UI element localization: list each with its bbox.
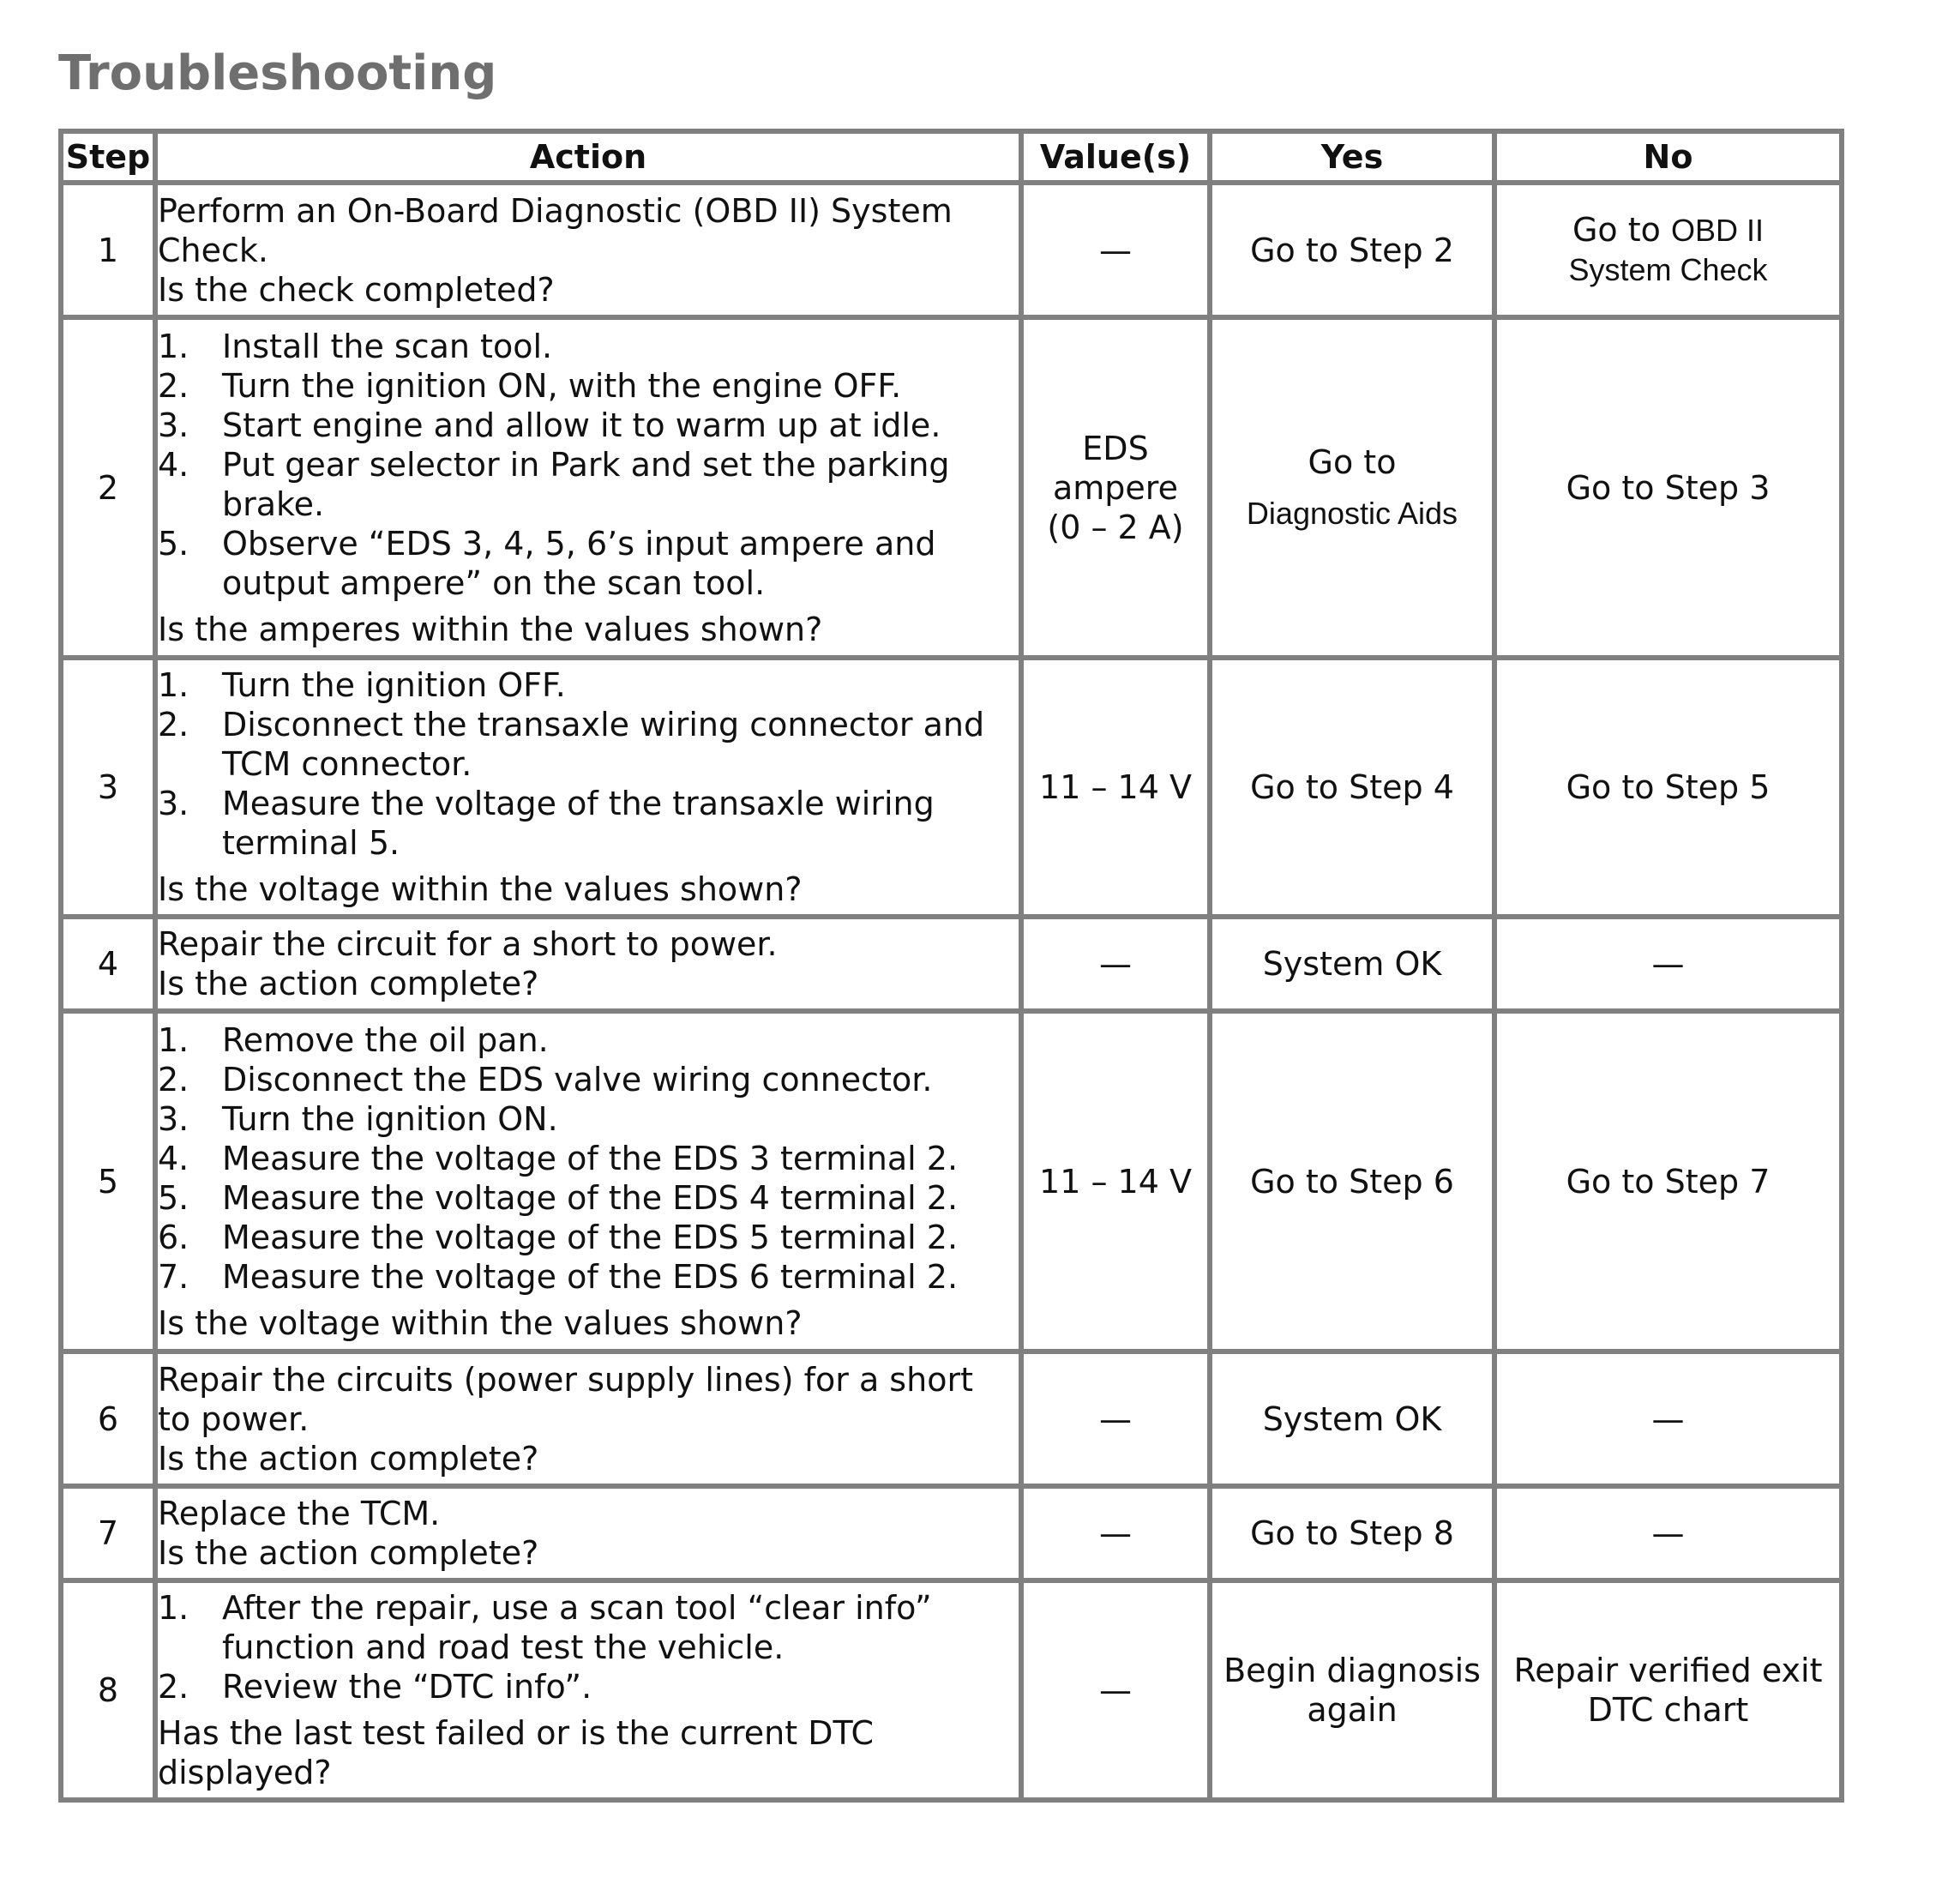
table-row [61, 658, 1842, 917]
action-cell [155, 1486, 1021, 1580]
page-title: Troubleshooting [58, 45, 497, 101]
header-yes: Yes [1210, 131, 1494, 183]
no-cell: Go to Step 5 [1494, 658, 1842, 917]
yes-cell: System OK [1210, 917, 1494, 1011]
list-item: 4. Measure the voltage of the EDS 3 terminal 2. [158, 1139, 959, 1177]
header-step: Step [61, 131, 155, 183]
diagnostic-aids-link[interactable]: Diagnostic Aids [1246, 495, 1458, 531]
action-cell [155, 1011, 1021, 1351]
troubleshooting-table [58, 129, 1844, 1803]
table-row [61, 1486, 1842, 1580]
value-cell: 11 – 14 V [1021, 658, 1210, 917]
list-item: 1. Remove the oil pan. [158, 1020, 549, 1059]
action-text: Check. [158, 231, 268, 269]
value-cell: — [1021, 1351, 1210, 1486]
list-item: 1. After the repair, use a scan tool “clear info” function and road test the vehicle. [158, 1589, 932, 1666]
action-list [158, 665, 1019, 863]
header-no: No [1494, 131, 1842, 183]
table-row [61, 1011, 1842, 1351]
step-number: 7 [61, 1486, 155, 1580]
yes-cell: Go to Step 8 [1210, 1486, 1494, 1580]
no-cell: Repair verified exit DTC chart [1494, 1580, 1842, 1800]
header-action: Action [155, 131, 1021, 183]
list-item: 5. Observe “EDS 3, 4, 5, 6’s input ampere and output ampere” on the scan tool. [158, 524, 936, 602]
list-item: 3. Start engine and allow it to warm up at idle. [158, 406, 941, 444]
value-cell: 11 – 14 V [1021, 1011, 1210, 1351]
yes-prefix: Go to [1308, 442, 1397, 481]
no-cell: Go to Step 3 [1494, 317, 1842, 658]
action-text: Replace the TCM. [158, 1495, 441, 1532]
list-item: 2. Turn the ignition ON, with the engine OFF. [158, 366, 902, 405]
list-item: 3. Turn the ignition ON. [158, 1099, 558, 1138]
list-item: 3. Measure the voltage of the transaxle wiring terminal 5. [158, 785, 935, 862]
value-cell: — [1021, 1580, 1210, 1800]
value-cell: — [1021, 917, 1210, 1011]
action-question: Is the voltage within the values shown? [158, 1303, 803, 1342]
no-cell: Go to Step 7 [1494, 1011, 1842, 1351]
action-text: to power. [158, 1399, 310, 1438]
list-item: 1. Turn the ignition OFF. [158, 666, 566, 704]
yes-cell [1210, 317, 1494, 658]
yes-cell: Go to Step 2 [1210, 183, 1494, 317]
yes-cell: Go to Step 6 [1210, 1011, 1494, 1351]
step-number: 1 [61, 183, 155, 317]
action-cell [155, 183, 1021, 317]
action-text: Repair the circuits (power supply lines) for a short [158, 1360, 973, 1399]
value-cell: — [1021, 183, 1210, 317]
no-prefix: Go to [1572, 211, 1661, 249]
value-cell: — [1021, 1486, 1210, 1580]
table-row [61, 917, 1842, 1011]
table-row [61, 1351, 1842, 1486]
action-list [158, 1588, 1019, 1706]
list-item: 2. Disconnect the EDS valve wiring connector. [158, 1060, 933, 1098]
table-header-row [61, 131, 1842, 183]
list-item: 4. Put gear selector in Park and set the parking brake. [158, 445, 950, 523]
obd-system-check-link[interactable]: OBD II [1671, 213, 1765, 248]
no-cell [1494, 183, 1842, 317]
action-question: Is the action complete? [158, 1439, 539, 1478]
action-text: Perform an On-Board Diagnostic (OBD II) System [158, 191, 953, 230]
list-item: 7. Measure the voltage of the EDS 6 terminal 2. [158, 1257, 959, 1296]
list-item: 2. Review the “DTC info”. [158, 1668, 592, 1706]
step-number: 3 [61, 658, 155, 917]
header-values: Value(s) [1021, 131, 1210, 183]
list-item: 2. Disconnect the transaxle wiring connector and TCM connector. [158, 706, 985, 783]
table-row [61, 1580, 1842, 1800]
list-item: 5. Measure the voltage of the EDS 4 terminal 2. [158, 1178, 959, 1217]
action-question: Is the voltage within the values shown? [158, 870, 803, 908]
action-list [158, 1020, 1019, 1297]
action-cell [155, 658, 1021, 917]
step-number: 6 [61, 1351, 155, 1486]
action-cell [155, 917, 1021, 1011]
yes-cell: System OK [1210, 1351, 1494, 1486]
action-cell [155, 317, 1021, 658]
no-cell: — [1494, 917, 1842, 1011]
value-cell: EDS ampere (0 – 2 A) [1021, 317, 1210, 658]
action-question: Is the action complete? [158, 1534, 539, 1572]
action-question: Is the check completed? [158, 270, 555, 309]
step-number: 5 [61, 1011, 155, 1351]
action-text: Repair the circuit for a short to power. [158, 925, 778, 963]
action-question: Has the last test failed or is the current DTC displayed? [158, 1714, 874, 1791]
no-cell: — [1494, 1351, 1842, 1486]
table-row [61, 183, 1842, 317]
step-number: 4 [61, 917, 155, 1011]
action-question: Is the action complete? [158, 965, 539, 1002]
action-list [158, 327, 1019, 603]
list-item: 6. Measure the voltage of the EDS 5 terminal 2. [158, 1218, 959, 1256]
list-item: 1. Install the scan tool. [158, 327, 553, 365]
obd-system-check-link-line2[interactable]: System Check [1568, 252, 1768, 287]
action-question: Is the amperes within the values shown? [158, 610, 823, 648]
action-cell [155, 1580, 1021, 1800]
no-cell: — [1494, 1486, 1842, 1580]
step-number: 2 [61, 317, 155, 658]
table-row [61, 317, 1842, 658]
yes-cell: Go to Step 4 [1210, 658, 1494, 917]
step-number: 8 [61, 1580, 155, 1800]
yes-cell: Begin diagnosis again [1210, 1580, 1494, 1800]
action-cell [155, 1351, 1021, 1486]
